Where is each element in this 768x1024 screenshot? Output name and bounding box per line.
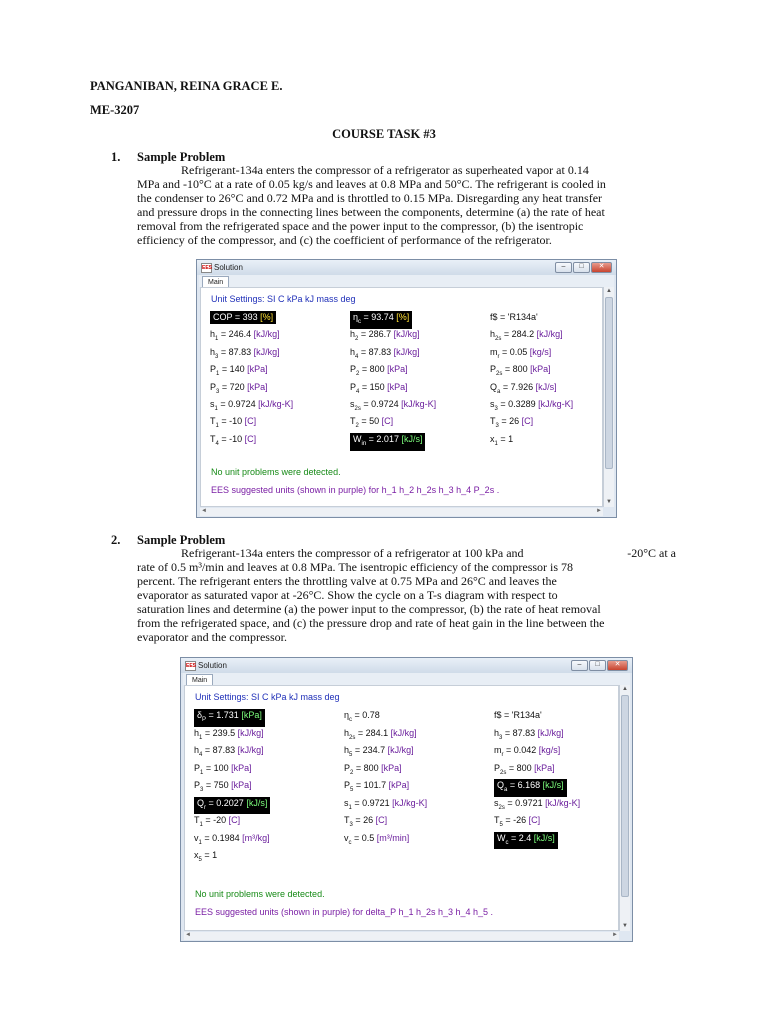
var-p3: $P_3 = 720$ [kPa]: [210, 381, 268, 395]
var-s2s: $s_{2s} = 0.9724$ [kJ/kg-K]: [350, 399, 437, 412]
maximize-button[interactable]: □: [573, 262, 590, 273]
ees-app-icon: EES: [202, 265, 213, 271]
unit-settings: Unit Settings: SI C kPa kJ mass deg: [195, 692, 340, 702]
unit-settings: Unit Settings: SI C kPa kJ mass deg: [211, 294, 356, 304]
var-t3: $T_3 = 26$ [C]: [490, 416, 534, 430]
scroll-up-icon[interactable]: ▲: [606, 288, 612, 294]
var-x1: $x_1 = 1$: [490, 433, 514, 447]
page-title: COURSE TASK #3: [332, 127, 436, 141]
var-h3: $h_3 = 87.83$ [kJ/kg]: [210, 346, 280, 360]
var-h2sb: $h_{2s} = 284.1$ [kJ/kg]: [344, 727, 417, 741]
window-titlebar: [181, 658, 632, 673]
solution-panel: [184, 685, 619, 931]
var-h1: $h_1 = 246.4$ [kJ/kg]: [210, 329, 280, 343]
unit-check-message: No unit problems were detected.: [211, 467, 341, 477]
var-s1b: $s_1 = 0.9721$ [kJ/kg-K]: [344, 797, 428, 811]
var-win: $W_{in} = 2.017$ [kJ/s]: [350, 433, 425, 451]
close-button[interactable]: ✕: [591, 262, 612, 273]
var-p1: $P_1 = 140$ [kPa]: [210, 364, 268, 377]
var-t3b: $T_3 = 26$ [C]: [344, 815, 388, 828]
problem-2-heading: Sample Problem: [137, 533, 226, 547]
var-vcb: $v_c = 0.5$ [m³/min]: [344, 832, 410, 846]
window-titlebar: [197, 260, 616, 275]
var-h4b: $h_4 = 87.83$ [kJ/kg]: [194, 745, 264, 758]
var-h1b: $h_1 = 239.5$ [kJ/kg]: [194, 727, 264, 741]
var-t1b: $T_1 = -20$ [C]: [194, 815, 241, 828]
var-t2: $T_2 = 50$ [C]: [350, 416, 394, 430]
suggested-units-message: EES suggested units (shown in purple) for delta_P h_1 h_2s h_3 h_4 h_5 .: [195, 907, 494, 917]
var-t5b: $T_5 = -26$ [C]: [494, 815, 541, 828]
solution-panel: [200, 287, 603, 507]
var-x5b: $x_5 = 1$: [194, 850, 218, 863]
ees-app-icon: EES: [186, 663, 197, 669]
minimize-button[interactable]: –: [555, 262, 572, 273]
var-p4: $P_4 = 150$ [kPa]: [350, 381, 408, 395]
tab-main[interactable]: Main: [186, 674, 213, 686]
close-button[interactable]: ✕: [607, 660, 628, 671]
var-wcb: $W_c = 2.4$ [kJ/s]: [494, 832, 558, 850]
problem-2-text: Refrigerant-134a enters the compressor of a refrigerator at 100 kPa and -20°C at a rate of 0.5 m³/min and leaves at 0.8 MPa. The isentropic efficiency of the compressor is 78 percent. The refrigerant enters the throttling valve at 0.75 MPa and 26°C and leaves the evaporator as saturated vapor at -26°C. Show the cycle on a T-s diagram with respect to saturation lines and determine (a) the power input to the compressor, (b) the rate of heat removal from the refrigerated space, and (c) the pressure drop and rate of heat gain in the line between the evaporator and the compressor.: [137, 546, 676, 644]
var-h2: $h_2 = 286.7$ [kJ/kg]: [350, 329, 420, 343]
minimize-button[interactable]: –: [571, 660, 588, 671]
var-f2: f$ = 'R134a': [494, 710, 542, 720]
var-eta-c2: $\eta_c = 0.78$: [344, 710, 380, 723]
scroll-right-icon[interactable]: ►: [596, 508, 602, 514]
var-h4: $h_4 = 87.83$ [kJ/kg]: [350, 346, 420, 360]
scroll-down-icon[interactable]: ▼: [606, 499, 612, 505]
ees-solution-window-1: [196, 259, 617, 518]
scroll-thumb[interactable]: [621, 695, 629, 897]
horizontal-scrollbar[interactable]: [200, 508, 603, 516]
scroll-up-icon[interactable]: ▲: [622, 686, 628, 692]
var-eta-c: $\eta_c = 93.74$ [%]: [350, 311, 412, 329]
var-cop: COP = 393 [%]: [210, 311, 276, 324]
scroll-left-icon[interactable]: ◄: [185, 932, 191, 938]
var-s1: $s_1 = 0.9724$ [kJ/kg-K]: [210, 399, 294, 412]
var-p2b: $P_2 = 800$ [kPa]: [344, 762, 402, 776]
vertical-scrollbar[interactable]: [603, 287, 614, 507]
scroll-thumb[interactable]: [605, 297, 613, 469]
suggested-units-message: EES suggested units (shown in purple) for h_1 h_2 h_2s h_3 h_4 P_2s .: [211, 485, 500, 495]
scroll-down-icon[interactable]: ▼: [622, 923, 628, 929]
problem-1-text: Refrigerant-134a enters the compressor of a refrigerator as superheated vapor at 0.14 MPa and -10°C at a rate of 0.05 kg/s and leaves at 0.8 MPa and 50°C. The refrigerant is cooled in the condenser to 26°C and 0.72 MPa and is throttled to 0.15 MPa. Disregarding any heat transfer and pressure drops in the connecting lines between the components, determine (a) the rate of heat removal from the refrigerated space and the power input to the compressor, (b) the isentropic efficiency of the compressor, and (c) the coefficient of performance of the refrigerator.: [137, 163, 606, 247]
problem-1-number: 1.: [111, 150, 121, 164]
var-qrb: $Q_r = 0.2027$ [kJ/s]: [194, 797, 270, 815]
var-dp: $\delta_P = 1.731$ [kPa]: [194, 709, 265, 727]
section-code: ME-3207: [90, 103, 140, 117]
problem-1-heading: Sample Problem: [137, 150, 226, 164]
student-name: PANGANIBAN, REINA GRACE E.: [90, 79, 283, 93]
var-p1b: $P_1 = 100$ [kPa]: [194, 762, 252, 776]
problem-2-number: 2.: [111, 533, 121, 547]
var-p2s: $P_{2s} = 800$ [kPa]: [490, 364, 551, 377]
tab-main[interactable]: Main: [202, 276, 229, 288]
window-title: Solution: [214, 263, 243, 272]
var-qab: $Q_a = 6.168$ [kJ/s]: [494, 779, 567, 797]
unit-check-message: No unit problems were detected.: [195, 889, 325, 899]
var-f: f$ = 'R134a': [490, 312, 538, 322]
var-h5b: $h_5 = 234.7$ [kJ/kg]: [344, 745, 414, 758]
var-s2sb: $s_{2s} = 0.9721$ [kJ/kg-K]: [494, 797, 581, 811]
var-mrb: $m_r = 0.042$ [kg/s]: [494, 745, 561, 758]
var-p5b: $P_5 = 101.7$ [kPa]: [344, 780, 410, 793]
maximize-button[interactable]: □: [589, 660, 606, 671]
window-title: Solution: [198, 661, 227, 670]
var-h3b: $h_3 = 87.83$ [kJ/kg]: [494, 727, 564, 741]
horizontal-scrollbar[interactable]: [184, 932, 619, 940]
scroll-right-icon[interactable]: ►: [612, 932, 618, 938]
var-h2s: $h_{2s} = 284.2$ [kJ/kg]: [490, 329, 563, 343]
var-t4: $T_4 = -10$ [C]: [210, 433, 257, 447]
vertical-scrollbar[interactable]: [619, 685, 630, 931]
var-p2sb: $P_{2s} = 800$ [kPa]: [494, 762, 555, 776]
var-p3b: $P_3 = 750$ [kPa]: [194, 780, 252, 793]
var-mr: $m_r = 0.05$ [kg/s]: [490, 346, 552, 360]
var-v1b: $v_1 = 0.1984$ [m³/kg]: [194, 832, 270, 846]
var-t1: $T_1 = -10$ [C]: [210, 416, 257, 430]
ees-solution-window-2: [180, 657, 633, 942]
scroll-left-icon[interactable]: ◄: [201, 508, 207, 514]
var-s3: $s_3 = 0.3289$ [kJ/kg-K]: [490, 399, 574, 412]
var-p2: $P_2 = 800$ [kPa]: [350, 364, 408, 377]
var-qa: $Q_a = 7.926$ [kJ/s]: [490, 381, 557, 395]
